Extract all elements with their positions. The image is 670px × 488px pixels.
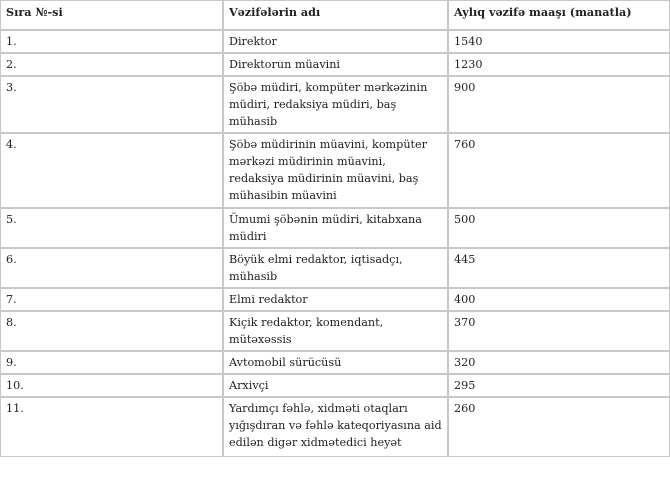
row-position: Şöbə müdiri, kompüter mərkəzinin müdiri, redaksiya müdiri, baş mühasib — [223, 76, 448, 133]
row-number: 6. — [0, 248, 223, 288]
table-row — [0, 53, 670, 76]
row-position: Direktor — [223, 30, 448, 53]
header-number: Sıra №-si — [0, 0, 223, 30]
row-position: Direktorun müavini — [223, 53, 448, 76]
row-position: Kiçik redaktor, komendant, mütəxəssis — [223, 311, 448, 351]
row-number: 10. — [0, 374, 223, 397]
row-salary: 1230 — [448, 53, 670, 76]
row-salary: 295 — [448, 374, 670, 397]
row-salary: 260 — [448, 397, 670, 457]
table-body — [0, 30, 670, 457]
row-salary: 760 — [448, 133, 670, 208]
table-row — [0, 351, 670, 374]
row-position: Elmi redaktor — [223, 288, 448, 311]
row-salary: 500 — [448, 208, 670, 248]
row-number: 5. — [0, 208, 223, 248]
table-row — [0, 76, 670, 133]
header-position: Vəzifələrin adı — [223, 0, 448, 30]
row-salary: 320 — [448, 351, 670, 374]
row-position: Avtomobil sürücüsü — [223, 351, 448, 374]
row-salary: 1540 — [448, 30, 670, 53]
row-number: 2. — [0, 53, 223, 76]
table-row — [0, 208, 670, 248]
row-number: 1. — [0, 30, 223, 53]
table-row — [0, 248, 670, 288]
table-header — [0, 0, 670, 30]
row-number: 7. — [0, 288, 223, 311]
row-number: 11. — [0, 397, 223, 457]
row-position: Yardımçı fəhlə, xidməti otaqları yığışdıran və fəhlə kateqoriyasına aid edilən digər xidmətedici heyət — [223, 397, 448, 457]
header-salary: Aylıq vəzifə maaşı (manatla) — [448, 0, 670, 30]
table-row — [0, 288, 670, 311]
header-row — [0, 0, 670, 30]
table-row — [0, 397, 670, 457]
row-position: Şöbə müdirinin müavini, kompüter mərkəzi müdirinin müavini, redaksiya müdirinin müavini, baş mühasibin müavini — [223, 133, 448, 208]
row-number: 9. — [0, 351, 223, 374]
row-position: Böyük elmi redaktor, iqtisadçı, mühasib — [223, 248, 448, 288]
row-position: Ümumi şöbənin müdiri, kitabxana müdiri — [223, 208, 448, 248]
row-salary: 400 — [448, 288, 670, 311]
row-salary: 370 — [448, 311, 670, 351]
row-number: 3. — [0, 76, 223, 133]
table-row — [0, 133, 670, 208]
row-salary: 445 — [448, 248, 670, 288]
table-row — [0, 30, 670, 53]
row-number: 8. — [0, 311, 223, 351]
row-number: 4. — [0, 133, 223, 208]
row-position: Arxivçi — [223, 374, 448, 397]
row-salary: 900 — [448, 76, 670, 133]
table-row — [0, 311, 670, 351]
table-row — [0, 374, 670, 397]
